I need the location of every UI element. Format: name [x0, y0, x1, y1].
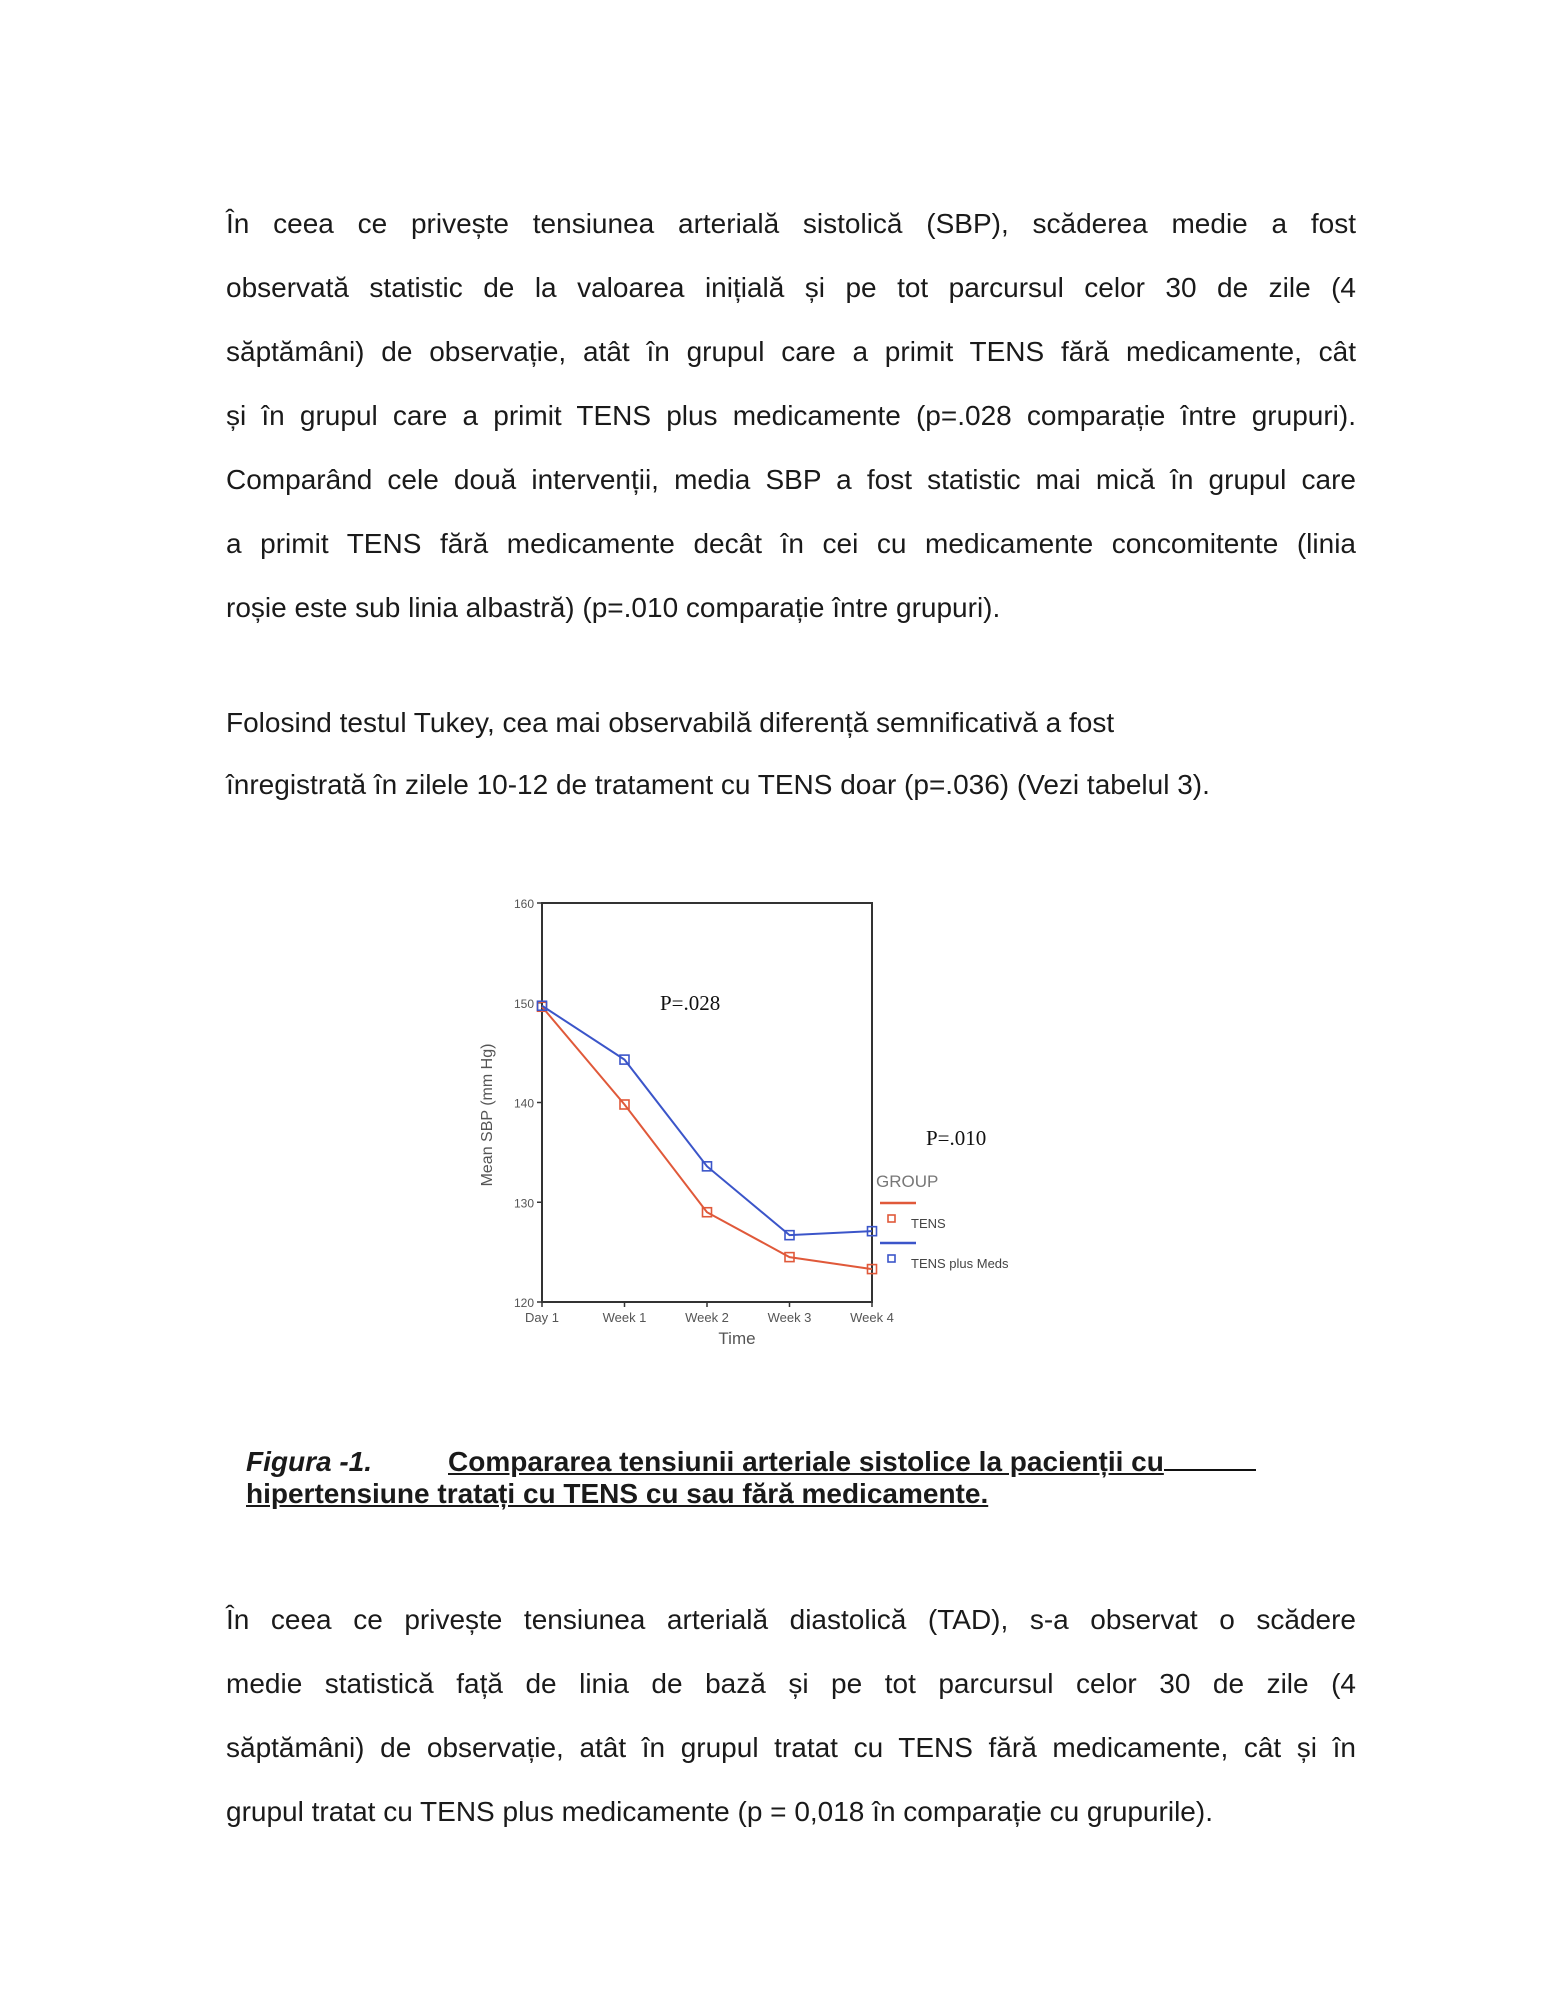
series-line-tens	[542, 1007, 872, 1269]
caption-underline-fill	[1164, 1449, 1256, 1471]
legend-marker-swatch	[888, 1255, 895, 1262]
series-line-tens-plus-meds	[542, 1006, 872, 1235]
chart-svg	[470, 870, 1110, 1370]
paragraph-sbp-results	[226, 192, 1356, 640]
text-line: observată statistic de la valoarea inițială și pe tot parcursul celor 30 de zile (4	[226, 272, 1356, 303]
text-line: Folosind testul Tukey, cea mai observabilă diferență semnificativă a fost	[226, 707, 1115, 738]
text-line: grupul tratat cu TENS plus medicamente (p = 0,018 în comparație cu grupurile).	[226, 1796, 1213, 1827]
paragraph-tukey	[226, 692, 1356, 816]
text-line: medie statistică față de linia de bază și pe tot parcursul celor 30 de zile (4	[226, 1668, 1356, 1699]
annotation-p010: P=.010	[926, 1126, 987, 1150]
y-tick-label: 130	[513, 1196, 534, 1211]
text-line: Comparând cele două intervenții, media SBP a fost statistic mai mică în grupul care	[226, 464, 1356, 495]
series-lines	[538, 1001, 877, 1273]
text-line: În ceea ce privește tensiunea arterială sistolică (SBP), scăderea medie a fost	[226, 208, 1356, 239]
text-line: roșie este sub linia albastră) (p=.010 comparație între grupuri).	[226, 592, 1001, 623]
text-line: înregistrată în zilele 10-12 de tratament cu TENS doar (p=.036) (Vezi tabelul 3).	[226, 769, 1210, 800]
x-tick-label: Week 3	[767, 1310, 812, 1325]
x-tick-label: Day 1	[525, 1310, 559, 1325]
x-axis-label: Time	[718, 1329, 756, 1348]
x-tick-label: Week 4	[850, 1310, 894, 1325]
figure-caption	[246, 1446, 1316, 1510]
sbp-line-chart	[470, 870, 1110, 1370]
text-line: a primit TENS fără medicamente decât în cei cu medicamente concomitente (linia	[226, 528, 1356, 559]
legend-title: GROUP	[876, 1172, 939, 1191]
y-ticks	[514, 897, 542, 1310]
caption-line-2: hipertensiune tratați cu TENS cu sau fără medicamente.	[246, 1478, 989, 1509]
plot-frame	[542, 903, 872, 1302]
text-line: și în grupul care a primit TENS plus medicamente (p=.028 comparație între grupuri).	[226, 400, 1356, 431]
x-ticks	[525, 1302, 894, 1325]
legend	[876, 1172, 1009, 1271]
annotation-p028: P=.028	[660, 991, 721, 1015]
paragraph-dbp-results	[226, 1588, 1356, 1844]
y-tick-label: 160	[513, 897, 534, 911]
figure-label: Figura -1.	[246, 1446, 373, 1477]
x-tick-label: Week 2	[685, 1310, 729, 1325]
y-axis-label: Mean SBP (mm Hg)	[479, 1043, 496, 1187]
y-tick-label: 150	[513, 996, 534, 1011]
y-tick-label: 120	[513, 1296, 534, 1310]
y-tick-label: 140	[513, 1096, 534, 1111]
legend-marker-swatch	[888, 1215, 895, 1222]
chart-axes	[542, 903, 872, 1302]
x-tick-label: Week 1	[602, 1310, 647, 1325]
text-line: săptămâni) de observație, atât în grupul care a primit TENS fără medicamente, cât	[226, 336, 1356, 367]
legend-label: TENS	[911, 1216, 946, 1231]
text-line: În ceea ce privește tensiunea arterială diastolică (TAD), s-a observat o scădere	[226, 1604, 1356, 1635]
caption-line-1: Compararea tensiunii arteriale sistolice la pacienții cu	[448, 1446, 1164, 1477]
text-line: săptămâni) de observație, atât în grupul tratat cu TENS fără medicamente, cât și în	[226, 1732, 1356, 1763]
legend-label: TENS plus Meds	[911, 1256, 1009, 1271]
